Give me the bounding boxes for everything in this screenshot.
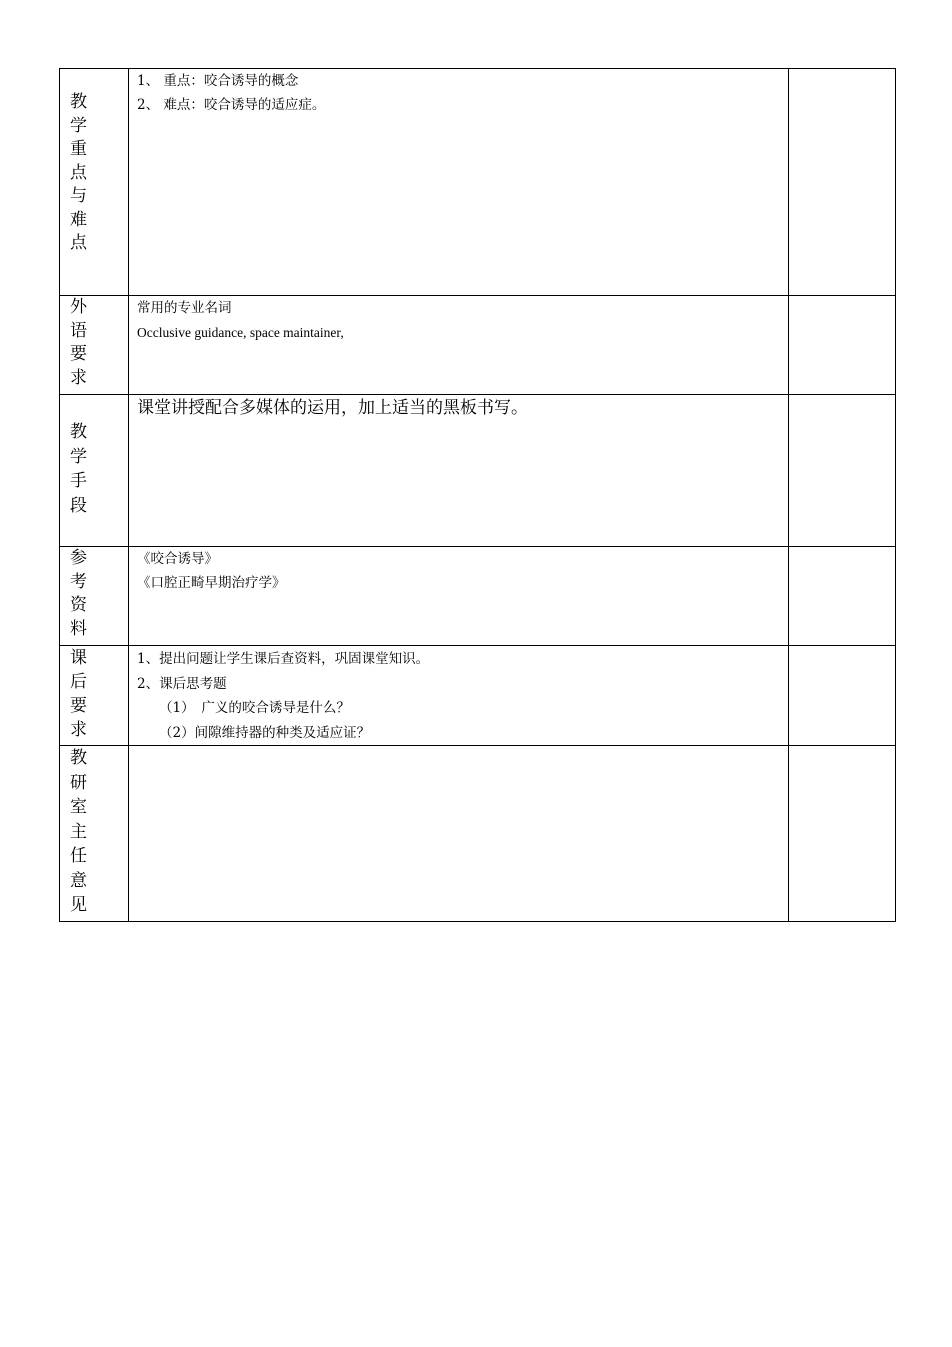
label-char: 段 [70,495,87,516]
row-homework [60,646,896,746]
content-line: （1） 广义的咬合诱导是什么？ [159,700,350,716]
row-director-opinion [60,746,896,922]
label-char: 求 [70,720,87,740]
label-char: 学 [70,446,87,467]
row-key-points [60,69,896,296]
label-cell [60,547,129,646]
label-char: 研 [70,772,87,793]
label-char: 资 [70,595,87,615]
label-cell [60,69,129,296]
label-char: 要 [70,344,87,364]
content-line: 常用的专业名词 [137,300,232,316]
label-char: 教 [70,92,87,112]
label-char: 意 [70,870,87,891]
notes-cell [789,746,896,922]
label-char: 见 [70,895,87,915]
label-char: 参 [70,548,87,568]
label-char: 室 [70,797,87,817]
label-char: 语 [70,320,87,341]
label-char: 料 [70,618,87,639]
content-cell [129,69,789,296]
content-line: 课堂讲授配合多媒体的运用，加上适当的黑板书写。 [137,398,528,418]
label-char: 课 [70,648,87,668]
row-foreign-language [60,296,896,395]
content-line: 2、 难点：咬合诱导的适应症。 [137,96,326,113]
label-char: 点 [70,233,87,253]
label-cell [60,646,129,746]
label-cell [60,746,129,922]
row-references [60,547,896,646]
label-char: 重 [70,139,87,159]
label-char: 后 [70,672,87,692]
label-char: 任 [70,846,87,866]
label-char: 学 [70,115,87,136]
content-cell [129,547,789,646]
content-line: 《口腔正畸早期治疗学》 [137,574,286,591]
label-char: 考 [70,571,87,592]
content-line: 1、提出问题让学生课后查资料，巩固课堂知识。 [137,651,430,667]
notes-cell [789,547,896,646]
label-char: 要 [70,696,87,716]
content-line: 《咬合诱导》 [137,551,218,567]
content-line: Occlusive guidance, space maintainer, [137,324,344,340]
notes-cell [789,296,896,395]
label-char: 求 [70,367,87,388]
label-char: 难 [70,209,87,230]
row-teaching-methods [60,395,896,547]
content-cell [129,395,789,547]
label-char: 点 [70,162,87,183]
content-cell [129,296,789,395]
lesson-plan-table [59,68,896,922]
content-line: 1、 重点：咬合诱导的概念 [137,73,299,89]
label-char: 教 [70,748,87,768]
label-char: 主 [70,821,87,842]
label-char: 外 [70,297,87,317]
label-char: 与 [70,186,87,206]
content-line: （2）间隙维持器的种类及适应证？ [159,724,371,741]
label-char: 手 [70,471,87,491]
label-char: 教 [70,422,87,442]
notes-cell [789,646,896,746]
content-line: 2、课后思考题 [137,675,227,692]
label-cell [60,296,129,395]
notes-cell [789,69,896,296]
content-cell [129,746,789,922]
notes-cell [789,395,896,547]
label-cell [60,395,129,547]
content-cell [129,646,789,746]
